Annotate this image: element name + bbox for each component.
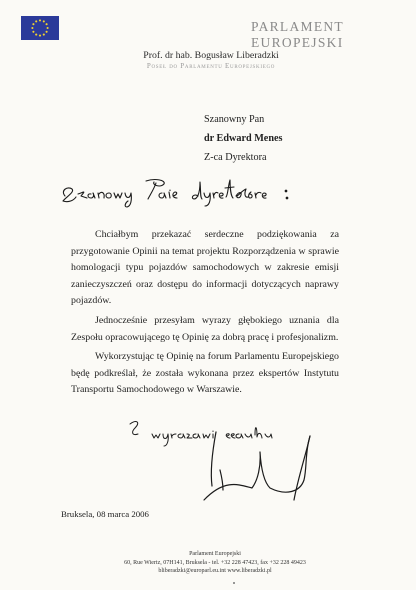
eu-star	[43, 34, 45, 36]
eu-star	[35, 34, 37, 36]
recipient-position: Z-ca Dyrektora	[204, 152, 267, 163]
eu-star	[31, 27, 33, 29]
eu-star	[32, 31, 34, 33]
eu-star	[35, 20, 37, 22]
eu-star	[47, 27, 49, 29]
letter-body	[71, 227, 339, 402]
footer-dot	[233, 582, 235, 584]
footer-line: Parlament Europejski	[189, 551, 241, 557]
recipient-name: dr Edward Menes	[204, 133, 283, 144]
body-paragraph: Jednocześnie przesyłam wyrazy głębokiego uznania dla Zespołu opracowującego tę Opinię za dobrą pracę i profesjonalizm.	[71, 314, 339, 343]
footer-line: bliberadzki@europarl.eu.int www.liberadzki.pl	[158, 568, 272, 575]
eu-flag-icon	[21, 16, 59, 40]
recipient-salutation: Szanowny Pan	[204, 114, 265, 125]
body-paragraph: Wykorzystując tę Opinię na forum Parlamentu Europejskiego będę podkreślał, że została wykonana przez ekspertów Instytutu Transportu Samochodowego w Warszawie.	[71, 351, 339, 396]
signature	[200, 428, 340, 508]
eu-star	[39, 35, 41, 37]
eu-star	[39, 19, 41, 21]
footer-line: 60, Rue Wiertz, 07H141, Bruksela - tel. +32 228 47423, fax +32 228 49423	[124, 559, 306, 566]
footer	[120, 550, 310, 576]
sender-title: Poseł do Parlamentu Europejskiego	[146, 62, 276, 70]
place-date: Bruksela, 08 marca 2006	[61, 509, 149, 519]
eu-star	[46, 31, 48, 33]
body-paragraph: Chciałbym przekazać serdeczne podziękowania za przygotowanie Opinii na temat projektu Rozporządzenia w sprawie homologacji typu pojazdów samochodowych w zakresie emisji zanieczyszczeń oraz dostępu do informacji dotyczących naprawy pojazdów.	[71, 229, 339, 307]
sender-name: Prof. dr hab. Bogusław Liberadzki	[143, 50, 279, 61]
eu-star	[46, 23, 48, 25]
eu-star	[43, 20, 45, 22]
eu-star	[32, 23, 34, 25]
parliament-name: PARLAMENT EUROPEJSKI	[251, 19, 344, 50]
handwritten-greeting	[60, 170, 300, 210]
